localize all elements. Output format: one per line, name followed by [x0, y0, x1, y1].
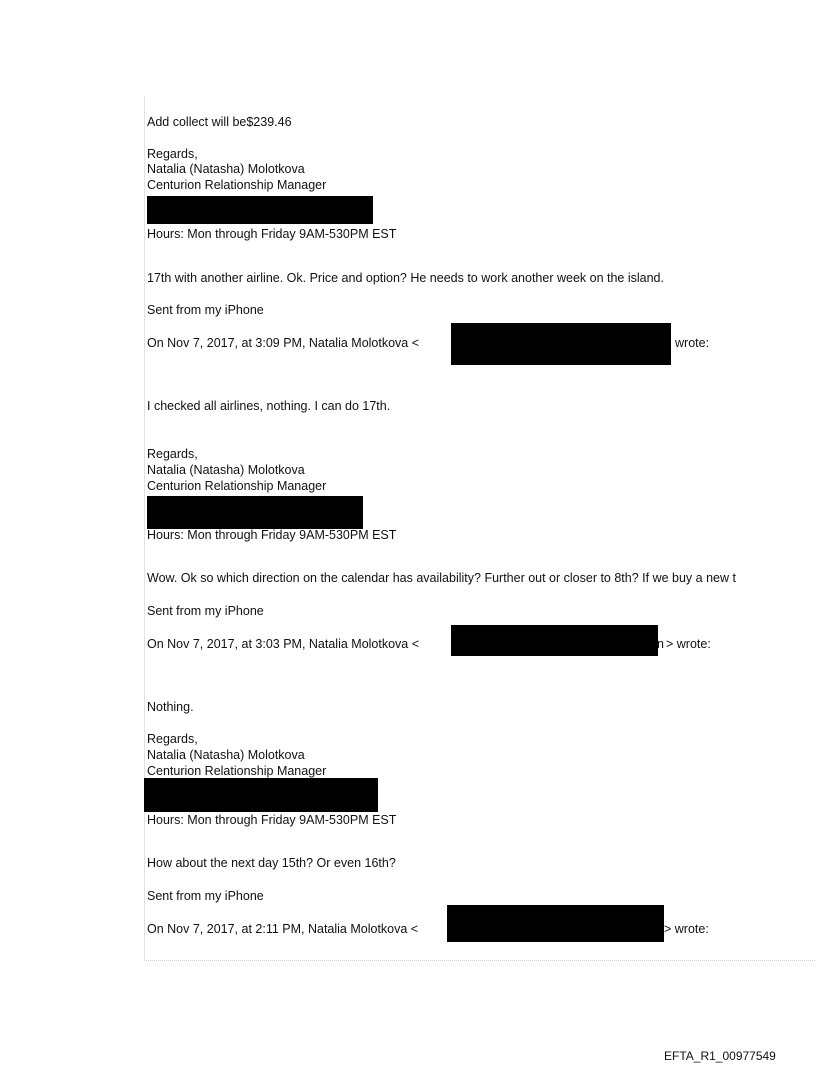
signature-regards: Regards, — [147, 147, 198, 161]
bates-number: EFTA_R1_00977549 — [664, 1049, 776, 1063]
sent-from-line: Sent from my iPhone — [147, 889, 264, 903]
redaction-box — [144, 778, 378, 812]
signature-regards: Regards, — [147, 447, 198, 461]
quote-header-prefix: On Nov 7, 2017, at 3:03 PM, Natalia Molotkova < — [147, 637, 420, 651]
signature-title: Centurion Relationship Manager — [147, 479, 327, 493]
message-body: Add collect will be$239.46 — [147, 115, 292, 129]
signature-name: Natalia (Natasha) Molotkova — [147, 748, 305, 762]
signature-hours: Hours: Mon through Friday 9AM-530PM EST — [147, 813, 397, 827]
redaction-box — [147, 196, 373, 224]
message-body: Nothing. — [147, 700, 194, 714]
quote-header-prefix: On Nov 7, 2017, at 2:11 PM, Natalia Molotkova < — [147, 922, 419, 936]
signature-regards: Regards, — [147, 732, 198, 746]
quote-header-suffix: wrote: — [675, 336, 710, 350]
message-body: Wow. Ok so which direction on the calendar has availability? Further out or closer to 8th? If we buy a new t — [147, 571, 736, 585]
redaction-box — [451, 323, 671, 365]
sent-from-line: Sent from my iPhone — [147, 604, 264, 618]
signature-title: Centurion Relationship Manager — [147, 764, 327, 778]
signature-title: Centurion Relationship Manager — [147, 178, 327, 192]
sent-from-line: Sent from my iPhone — [147, 303, 264, 317]
quote-header-prefix: On Nov 7, 2017, at 3:09 PM, Natalia Molotkova < — [147, 336, 420, 350]
quote-header-suffix: > wrote: — [666, 637, 711, 651]
signature-hours: Hours: Mon through Friday 9AM-530PM EST — [147, 528, 397, 542]
message-body: How about the next day 15th? Or even 16th? — [147, 856, 396, 870]
quote-header-partial: n — [657, 637, 664, 651]
signature-name: Natalia (Natasha) Molotkova — [147, 463, 305, 477]
redaction-box — [447, 905, 664, 942]
redaction-box — [147, 496, 363, 529]
quote-header-suffix: > wrote: — [664, 922, 709, 936]
signature-name: Natalia (Natasha) Molotkova — [147, 162, 305, 176]
message-body: 17th with another airline. Ok. Price and option? He needs to work another week on the island. — [147, 271, 664, 285]
signature-hours: Hours: Mon through Friday 9AM-530PM EST — [147, 227, 397, 241]
redaction-box — [451, 625, 658, 656]
message-body: I checked all airlines, nothing. I can do 17th. — [147, 399, 391, 413]
